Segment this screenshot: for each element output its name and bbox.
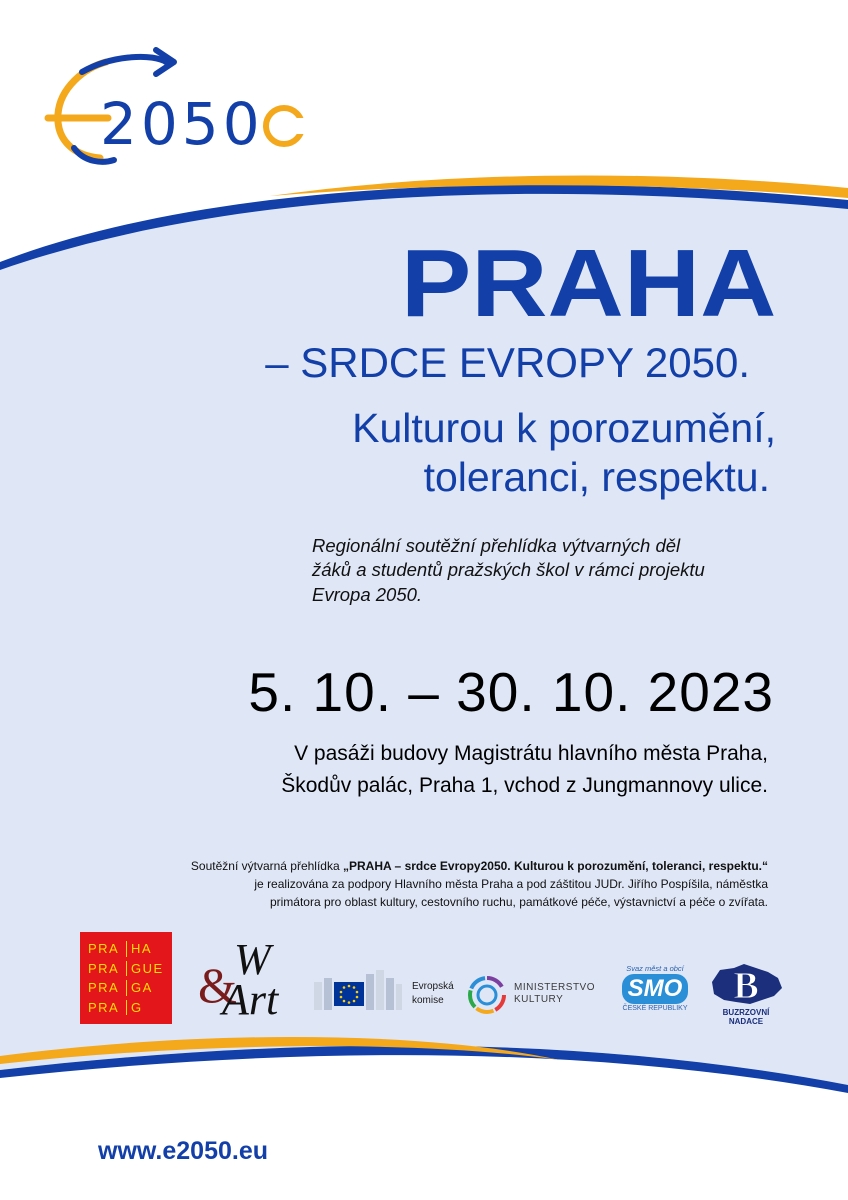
tagline-line-2: toleranci, respektu. [423, 454, 770, 501]
praha-right-1: GUE [131, 960, 164, 976]
smo-bot: ČESKÉ REPUBLIKY [622, 1005, 688, 1012]
note-line-1 [48, 857, 768, 875]
e2050-logo [44, 44, 304, 174]
description-line-2: žáků a studentů pražských škol v rámci projektu [312, 559, 705, 581]
european-commission-logo [312, 968, 452, 1014]
czech-map-icon [706, 960, 786, 1012]
smo-top: Svaz měst a obcí [626, 964, 684, 973]
praha-right-0: HA [131, 941, 153, 956]
eu-label-line-1: Evropská [412, 981, 454, 992]
venue-line-2: Škodův palác, Praha 1, vchod z Jungmannovy ulice. [281, 773, 768, 797]
note-line-1-prefix: Soutěžní výtvarná přehlídka [190, 859, 343, 873]
note-line-1-bold: „PRAHA – srdce Evropy2050. Kulturou k porozumění, toleranci, respektu.“ [343, 859, 768, 873]
eu-label [412, 980, 454, 1007]
wart-logo [198, 934, 290, 1028]
praha-left-3: PRA [88, 999, 120, 1015]
eu-building-icon [312, 968, 408, 1014]
event-venue [168, 738, 768, 801]
sponsor-note [48, 857, 768, 912]
tagline-line-1: Kulturou k porozumění, [352, 405, 776, 451]
event-description [312, 534, 782, 607]
eu-label-line-2: komise [412, 994, 444, 1006]
logo-text: 2050 [100, 90, 264, 158]
headline-title: PRAHA [400, 230, 776, 337]
ministry-label [514, 982, 595, 1006]
event-date: 5. 10. – 30. 10. 2023 [248, 661, 774, 723]
headline-tagline [176, 404, 776, 502]
ministry-of-culture-logo [466, 974, 606, 1016]
praha-right-2: GA [131, 980, 153, 995]
smo-mid: SMO [622, 974, 688, 1004]
burzovni-nadace-logo [706, 960, 786, 1026]
wart-amp: & [198, 957, 237, 1013]
venue-line-1: V pasáži budovy Magistrátu hlavního města Praha, [294, 742, 768, 765]
note-line-2: je realizována za podpory Hlavního města Praha a pod záštitou JUDr. Jiřího Pospíšila, náměstka [254, 877, 768, 892]
ministry-label-line-1: MINISTERSTVO [514, 982, 596, 993]
praha-left-0: PRA [88, 941, 120, 956]
description-line-1: Regionální soutěžní přehlídka výtvarných děl [312, 535, 681, 556]
praha-right-3: G [131, 999, 143, 1015]
website-link[interactable]: www.e2050.eu [98, 1137, 268, 1165]
wart-art: Art [222, 975, 279, 1024]
note-line-3: primátora pro oblast kultury, cestovního ruchu, památkové péče, výstavnictví a péče o zvířata. [269, 895, 768, 910]
smo-logo [618, 964, 692, 1024]
praha-city-logo [80, 932, 172, 1024]
description-line-3: Evropa 2050. [312, 583, 423, 605]
praha-left-2: PRA [88, 980, 120, 995]
bn-letter: B [733, 965, 759, 1007]
ministry-ring-icon [466, 974, 508, 1016]
bn-label: BUZRZOVNÍ NADACE [722, 1008, 770, 1026]
wart-w: W [234, 935, 271, 984]
headline-subtitle: – SRDCE EVROPY 2050. [265, 339, 750, 386]
partner-logos [80, 930, 780, 1030]
ministry-label-line-2: KULTURY [514, 994, 564, 1005]
praha-left-1: PRA [88, 960, 120, 976]
